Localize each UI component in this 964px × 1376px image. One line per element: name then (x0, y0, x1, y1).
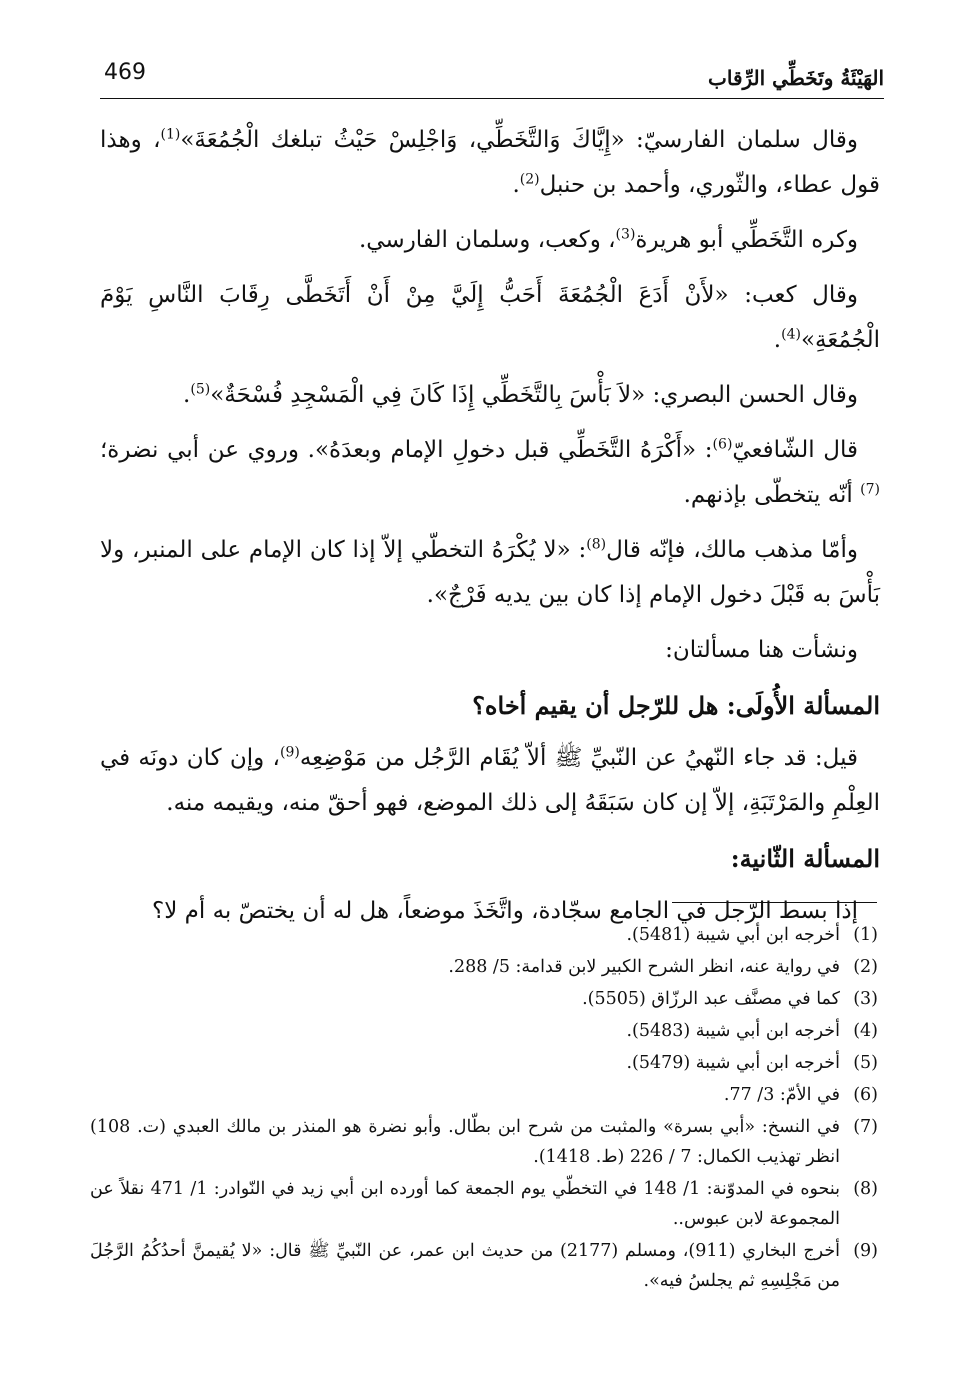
footnote-ref: (1) (160, 126, 181, 143)
footnote-ref: (9) (279, 744, 300, 761)
footnote: (2) في رواية عنه، انظر الشرح الكبير لابن قدامة: 5/ 288. (448, 957, 878, 977)
footnote: (6) في الأمّ: 3/ 77. (723, 1085, 878, 1105)
paragraph: وقال سلمان الفارسيّ: «إِيَّاكَ وَالتَّخَطِّي، وَاجْلِسْ حَيْثُ تبلغك الْجُمُعَةَ»$^{(1)}$، وهذا قول عطاء، والثّوري، وأحمد بن حنبل$^{(2)}$. (100, 126, 880, 198)
section-heading: المسألة الأُولَى: هل للرّجل أن يقيم أخاه؟ (472, 691, 880, 720)
page-number: 469 (104, 60, 146, 85)
footnote: (3) كما في مصنَّف عبد الرزّاق (5505). (582, 989, 878, 1009)
paragraph: ونشأت هنا مسألتان: (665, 637, 858, 663)
footnote-ref: (3) (615, 226, 636, 243)
paragraph: قال الشّافعيّ$^{(6)}$: «أَكْرَهُ التَّخَطِّي قبل دخولِ الإمام وبعدَهُ». وروي عن أبي نضرة؛$^{(7)}$ أنّه يتخطّى بإذنهم. (100, 436, 880, 508)
footnote-ref: (6) (712, 436, 733, 453)
paragraph: وقال كعب: «لأَنْ أَدَعَ الْجُمُعَةَ أَحَبُّ إِلَيَّ مِنْ أَنْ أَتَخَطَّى رِقَابَ النَّاسِ يَوْمَ الْجُمُعَةِ»$^{(4)}$. (100, 282, 880, 353)
paragraph: إذا بسط الرّجل في الجامع سجّادة، واتَّخَذَ موضعاً، هل له أن يختصّ به أم لا؟ (152, 898, 858, 924)
footnote-ref: (7) (860, 481, 880, 498)
footnote: (4) أخرجه ابن أبي شيبة (5483). (626, 1021, 878, 1041)
paragraph: وكره التَّخَطِّي أبو هريرة$^{(3)}$، وكعب، وسلمان الفارسي. (358, 226, 858, 253)
running-title: الهَيْئَةُ وتَخَطِّي الرِّقاب (708, 66, 884, 90)
section-heading: المسألة الثّانية: (730, 844, 880, 873)
footnote: (1) أخرجه ابن أبي شيبة (5481). (626, 925, 878, 945)
page-header (100, 58, 884, 99)
footnote-ref: (8) (586, 536, 607, 553)
footnote-ref: (5) (190, 381, 211, 398)
footnote: (9) أخرج البخاري (911)، ومسلم (2177) من حديث ابن عمر، عن النّبيِّ ﷺ قال: «لا يُقيمنَّ أحدُكُمُ الرَّجُلَ من مَجْلِسِهِ ثم يجلسُ فيه». (90, 1241, 878, 1291)
footnote-ref: (2) (519, 171, 540, 188)
paragraph: وقال الحسن البصري: «لاَ بَأْسَ بِالتَّخَطِّي إِذَا كَانَ فِي الْمَسْجِدِ فُسْحَةٌ»$^{(5)}$. (183, 381, 858, 408)
footnotes (90, 920, 878, 1298)
footnote: (8) بنحوه في المدوّنة: 1/ 148 في التخطّي يوم الجمعة كما أورده ابن أبي زيد في النّوادر: 1/ 471 نقلاً عن المجموعة لابن عبوس.. (90, 1179, 878, 1229)
paragraph: وأمّا مذهب مالك، فإنّه قال$^{(8)}$: «لا يُكْرَهُ التخطّي إلاّ إذا كان الإمام على المنبر، ولا بَأْسَ به قَبْلَ دخول الإمام إذا كان بين يديه فَرْجٌ». (100, 536, 880, 608)
footnote: (5) أخرجه ابن أبي شيبة (5479). (626, 1053, 878, 1073)
main-text (100, 118, 880, 944)
footnote-separator (672, 902, 877, 903)
footnote: (7) في النسخ: «أبي بسرة» والمثبت من شرح ابن بطّال. وأبو نضرة هو المنذر بن مالك العبدي (ت. 108) انظر تهذيب الكمال: 7 / 226 (ط. 1418). (90, 1117, 878, 1167)
footnote-ref: (4) (781, 326, 801, 343)
paragraph: قيل: قد جاء النّهيُ عن النّبيِّ ﷺ ألاّ يُقَام الرَّجُل من مَوْضِعِه$^{(9)}$، وإن كان دونَه في العِلْمِ والمَرْتَبَةِ، إلاّ إن كان سَبَقَهُ إلى ذلك الموضع، فهو أحقّ منه، ويقيمه منه. (100, 744, 880, 816)
